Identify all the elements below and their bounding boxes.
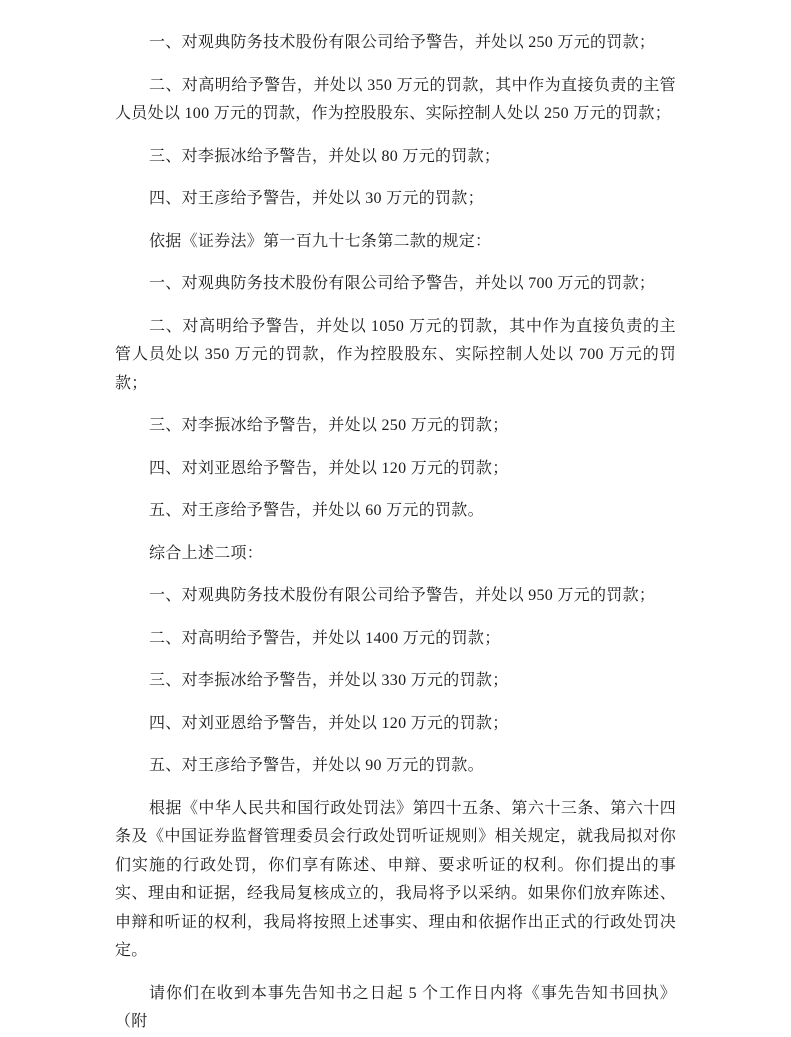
- document-paragraph: 综合上述二项：: [149, 544, 264, 562]
- document-paragraph: 二、对高明给予警告，并处以 1400 万元的罚款；: [149, 629, 501, 647]
- document-paragraph: 四、对王彦给予警告，并处以 30 万元的罚款；: [149, 190, 484, 207]
- document-paragraph: 三、对李振冰给予警告，并处以 80 万元的罚款；: [149, 147, 501, 165]
- document-paragraph: 四、对刘亚恩给予警告，并处以 120 万元的罚款；: [149, 714, 509, 732]
- document-paragraph: 请你们在收到本事先告知书之日起 5 个工作日内将《事先告知书回执》（附: [115, 984, 676, 1030]
- document-paragraph: 五、对王彦给予警告，并处以 90 万元的罚款。: [149, 757, 484, 774]
- document-paragraph: 依据《证券法》第一百九十七条第二款的规定：: [149, 232, 492, 250]
- document-paragraph: 一、对观典防务技术股份有限公司给予警告，并处以 250 万元的罚款；: [149, 34, 656, 51]
- document-paragraph: 四、对刘亚恩给予警告，并处以 120 万元的罚款；: [149, 459, 509, 477]
- document-paragraph: 三、对李振冰给予警告，并处以 330 万元的罚款；: [149, 672, 509, 689]
- document-paragraph: 五、对王彦给予警告，并处以 60 万元的罚款。: [149, 502, 484, 519]
- document-paragraph: 三、对李振冰给予警告，并处以 250 万元的罚款；: [149, 417, 509, 434]
- document-paragraph: 一、对观典防务技术股份有限公司给予警告，并处以 700 万元的罚款；: [149, 275, 656, 292]
- document-paragraph: 二、对高明给予警告，并处以 1050 万元的罚款，其中作为直接负责的主管人员处以 350 万元的罚款，作为控股股东、实际控制人处以 700 万元的罚款；: [115, 317, 676, 392]
- document-paragraph: 根据《中华人民共和国行政处罚法》第四十五条、第六十三条、第六十四条及《中国证券监督管理委员会行政处罚听证规则》相关规定，就我局拟对你们实施的行政处罚，你们享有陈述、申辩、要求听证的权利。你们提出的事实、理由和证据，经我局复核成立的，我局将予以采纳。如果你们放弃陈述、申辩和听证的权利，我局将按照上述事实、理由和依据作出正式的行政处罚决定。: [115, 799, 676, 959]
- document-paragraph: 二、对高明给予警告，并处以 350 万元的罚款，其中作为直接负责的主管人员处以 100 万元的罚款，作为控股股东、实际控制人处以 250 万元的罚款；: [115, 76, 676, 122]
- document-paragraph: 一、对观典防务技术股份有限公司给予警告，并处以 950 万元的罚款；: [149, 587, 656, 604]
